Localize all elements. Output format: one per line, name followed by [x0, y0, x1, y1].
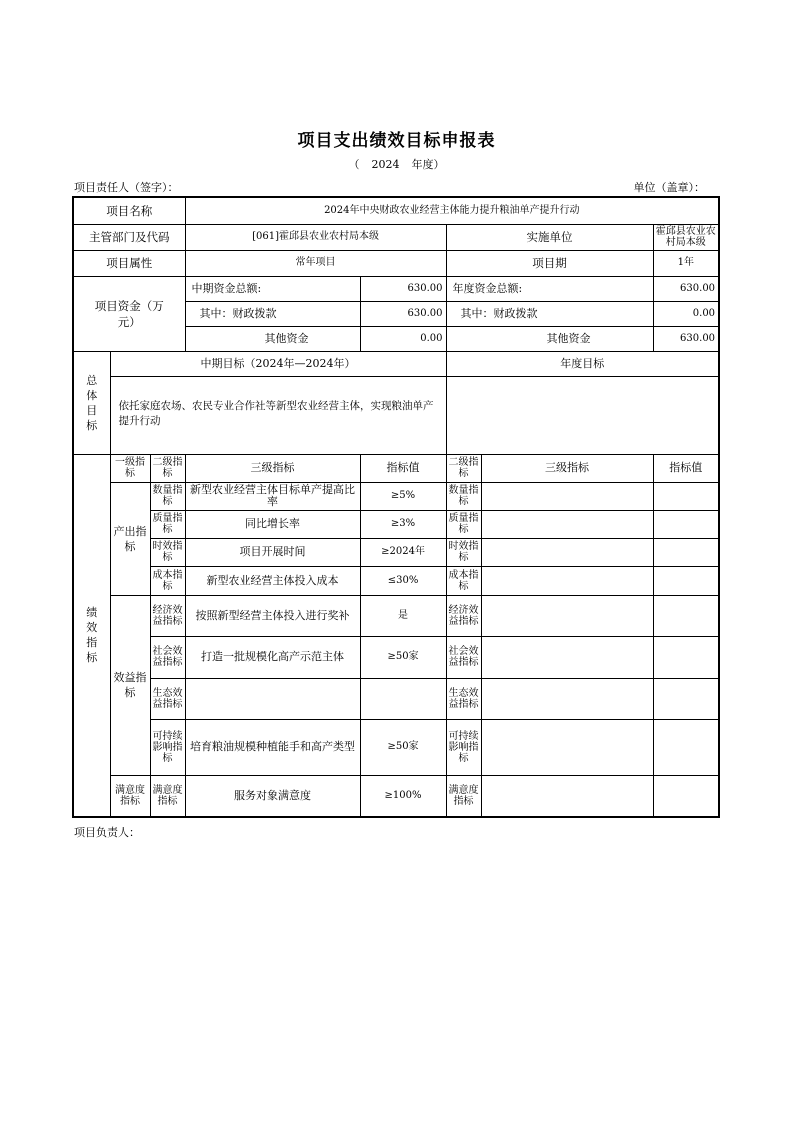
project-name-label: 项目名称	[73, 197, 185, 224]
col-value-annual: 指标值	[653, 454, 719, 482]
impl-unit-label: 实施单位	[446, 224, 653, 250]
col-level2-mid: 二级指标	[150, 454, 185, 482]
funds-label: 项目资金（万元）	[73, 276, 185, 351]
output-indicator-label: 产出指标	[110, 482, 150, 595]
l3-mid	[185, 678, 360, 719]
mid-total-label: 中期资金总额:	[185, 276, 360, 301]
l3-mid: 打造一批规模化高产示范主体	[185, 636, 360, 678]
annual-total-value: 630.00	[653, 276, 719, 301]
l2-annual: 数量指标	[446, 482, 481, 510]
l2-annual: 质量指标	[446, 510, 481, 538]
overall-goal-label: 总体目标	[73, 351, 110, 454]
l2-annual: 时效指标	[446, 538, 481, 566]
value-annual	[653, 775, 719, 817]
mid-other-value: 0.00	[360, 326, 446, 351]
l3-annual	[481, 719, 653, 775]
annual-fiscal-label: 其中：财政拨款	[446, 301, 653, 326]
annual-other-value: 630.00	[653, 326, 719, 351]
annual-total-label: 年度资金总额:	[446, 276, 653, 301]
col-value-mid: 指标值	[360, 454, 446, 482]
value-mid	[360, 678, 446, 719]
period-label: 项目期	[446, 250, 653, 276]
impl-unit-value: 霍邱县农业农村局本级	[653, 224, 719, 250]
project-owner-label: 项目负责人：	[74, 826, 140, 839]
l3-mid: 新型农业经营主体目标单产提高比率	[185, 482, 360, 510]
annual-fiscal-value: 0.00	[653, 301, 719, 326]
l3-mid: 按照新型经营主体投入进行奖补	[185, 595, 360, 636]
col-level3-mid: 三级指标	[185, 454, 360, 482]
value-annual	[653, 538, 719, 566]
value-mid: ≥2024年	[360, 538, 446, 566]
project-name-value: 2024年中央财政农业经营主体能力提升粮油单产提升行动	[185, 197, 719, 224]
value-annual	[653, 566, 719, 595]
value-mid: ≥50家	[360, 636, 446, 678]
l3-mid: 培育粮油规模种植能手和高产类型	[185, 719, 360, 775]
l2-annual: 生态效益指标	[446, 678, 481, 719]
l2-mid: 生态效益指标	[150, 678, 185, 719]
page-title: 项目支出绩效目标申报表	[297, 131, 496, 151]
l3-annual	[481, 510, 653, 538]
col-level1: 一级指标	[110, 454, 150, 482]
value-annual	[653, 636, 719, 678]
l2-mid: 质量指标	[150, 510, 185, 538]
value-annual	[653, 678, 719, 719]
l2-mid: 数量指标	[150, 482, 185, 510]
benefit-indicator-label: 效益指标	[110, 595, 150, 775]
value-mid: ≤30%	[360, 566, 446, 595]
l3-mid: 新型农业经营主体投入成本	[185, 566, 360, 595]
l2-mid: 经济效益指标	[150, 595, 185, 636]
l2-annual: 经济效益指标	[446, 595, 481, 636]
value-mid: ≥3%	[360, 510, 446, 538]
dept-label: 主管部门及代码	[73, 224, 185, 250]
value-mid: 是	[360, 595, 446, 636]
period-value: 1年	[653, 250, 719, 276]
value-annual	[653, 510, 719, 538]
performance-target-table	[72, 196, 720, 818]
l3-mid: 同比增长率	[185, 510, 360, 538]
value-mid: ≥5%	[360, 482, 446, 510]
value-annual	[653, 719, 719, 775]
mid-fiscal-value: 630.00	[360, 301, 446, 326]
l2-mid: 可持续影响指标	[150, 719, 185, 775]
unit-seal-label: 单位（盖章）：	[633, 181, 705, 194]
value-annual	[653, 482, 719, 510]
value-annual	[653, 595, 719, 636]
year-suffix: 年度）	[411, 158, 445, 171]
dept-value: [061]霍邱县农业农村局本级	[185, 224, 446, 250]
l3-annual	[481, 482, 653, 510]
mid-goal-header: 中期目标（2024年—2024年）	[110, 351, 446, 376]
year-line	[0, 156, 793, 172]
l2-mid: 成本指标	[150, 566, 185, 595]
annual-goal-header: 年度目标	[446, 351, 719, 376]
attr-label: 项目属性	[73, 250, 185, 276]
mid-fiscal-label: 其中：财政拨款	[185, 301, 360, 326]
l2-mid: 满意度指标	[150, 775, 185, 817]
l3-annual	[481, 678, 653, 719]
l2-annual: 社会效益指标	[446, 636, 481, 678]
l3-mid: 服务对象满意度	[185, 775, 360, 817]
annual-goal-text	[446, 376, 719, 454]
year-value: 2024	[371, 158, 400, 171]
mid-goal-text: 依托家庭农场、农民专业合作社等新型农业经营主体，实现粮油单产提升行动	[110, 376, 446, 454]
l3-annual	[481, 595, 653, 636]
l3-annual	[481, 775, 653, 817]
responsible-signature-label: 项目责任人（签字）：	[74, 181, 179, 194]
attr-value: 常年项目	[185, 250, 446, 276]
col-level2-annual: 二级指标	[446, 454, 481, 482]
l2-mid: 时效指标	[150, 538, 185, 566]
satisfaction-indicator-label: 满意度指标	[110, 775, 150, 817]
year-open: （	[348, 158, 360, 171]
l3-annual	[481, 636, 653, 678]
mid-other-label: 其他资金	[185, 326, 360, 351]
annual-other-label: 其他资金	[446, 326, 653, 351]
l3-annual	[481, 566, 653, 595]
value-mid: ≥50家	[360, 719, 446, 775]
l2-annual: 满意度指标	[446, 775, 481, 817]
value-mid: ≥100%	[360, 775, 446, 817]
mid-total-value: 630.00	[360, 276, 446, 301]
l3-mid: 项目开展时间	[185, 538, 360, 566]
l2-annual: 成本指标	[446, 566, 481, 595]
l2-mid: 社会效益指标	[150, 636, 185, 678]
l3-annual	[481, 538, 653, 566]
l2-annual: 可持续影响指标	[446, 719, 481, 775]
indicators-label: 绩效指标	[73, 454, 110, 817]
col-level3-annual: 三级指标	[481, 454, 653, 482]
